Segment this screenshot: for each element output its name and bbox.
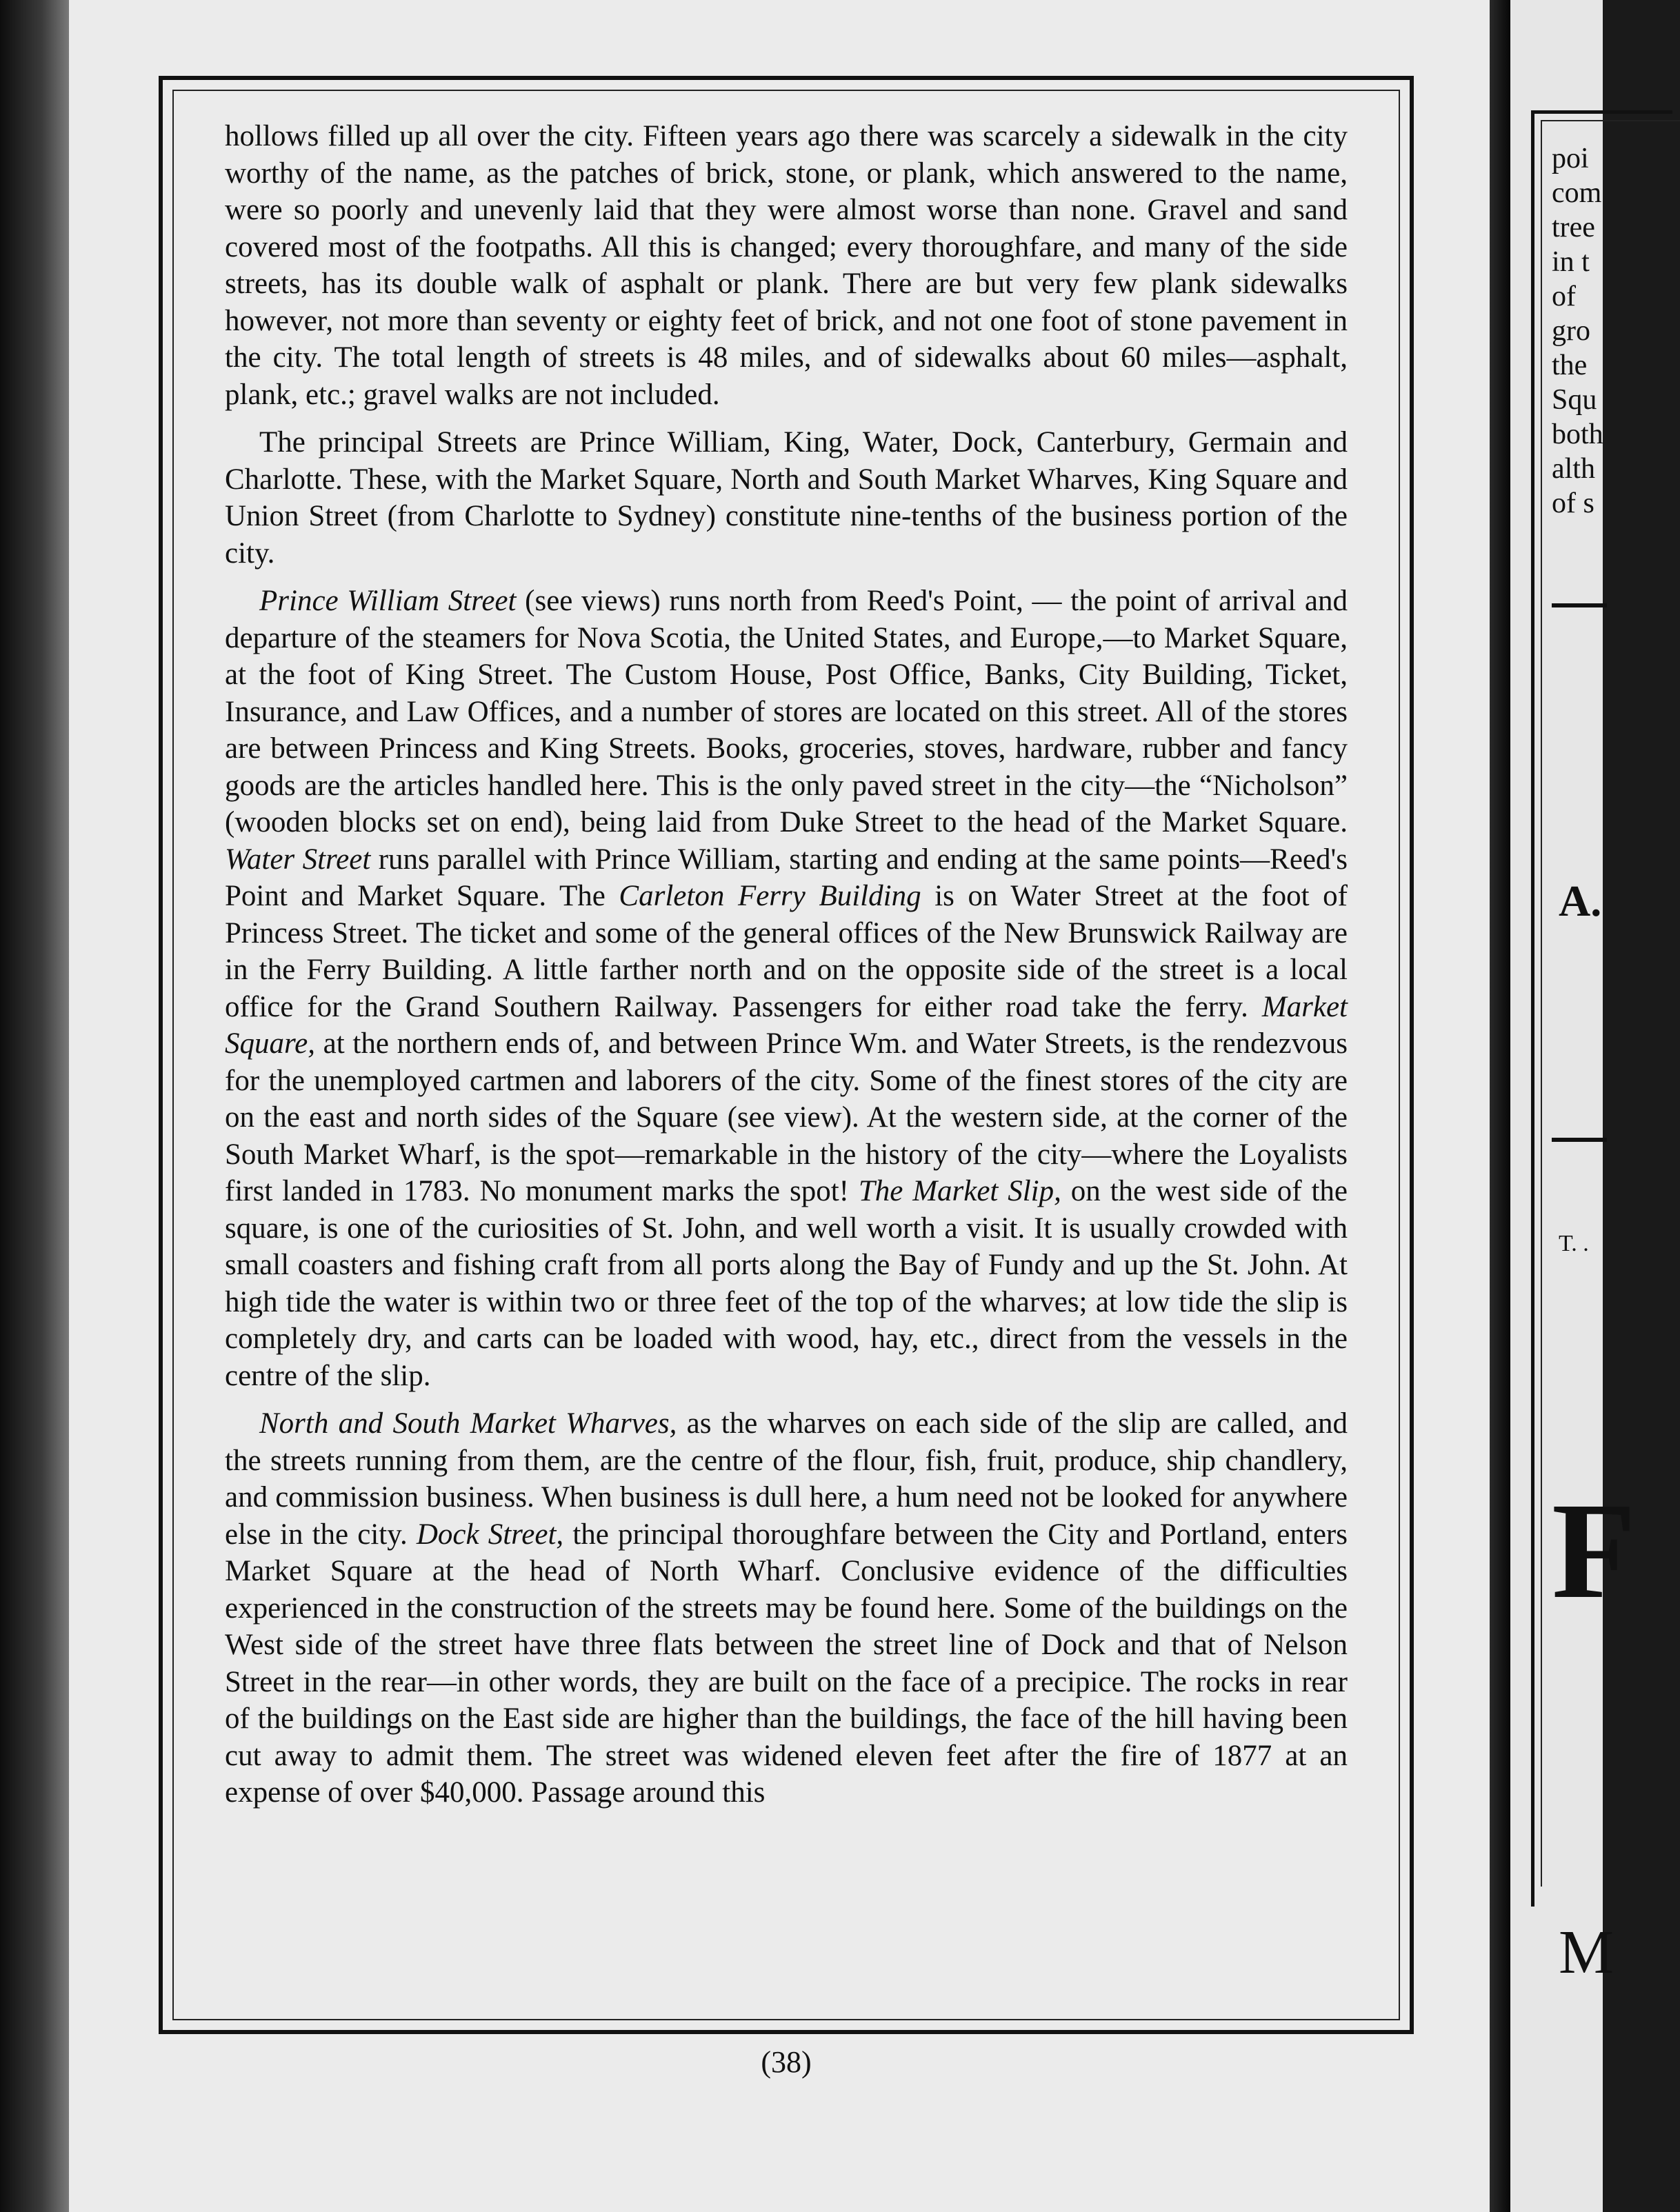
adjacent-page-fragment: of s [1552, 487, 1594, 519]
adjacent-page-fragment: in t [1552, 246, 1590, 278]
page-number: (38) [761, 2045, 812, 2079]
adjacent-page-letter-a: A. [1559, 876, 1602, 925]
adjacent-page-rule [1552, 603, 1607, 607]
page-border [159, 76, 1414, 2034]
italic-street-name: Market Square, [225, 990, 1348, 1060]
scan-left-edge [0, 0, 69, 2212]
paragraph [225, 1405, 1348, 1811]
text-run: (see views) runs north from Reed's Point, — the point of arrival and departure of the steamers for Nova Scotia, the United States, and Europe,—to Market Square, at the foot of King Street. The Custom House, Post Office, Banks, City Building, Ticket, Insurance, and Law Offices, and a number of stores are located on this street. All of the stores are between Princess and King Streets. Books, groceries, stoves, hardware, rubber and fancy goods are the articles handled here. This is the only paved street in the city—the “Nicholson” (wooden blocks set on end), being laid from Duke Street to the head of the Market Square. [225, 585, 1348, 838]
adjacent-page-fragment: com [1552, 177, 1602, 209]
adjacent-page-letter-f: F [1552, 1475, 1637, 1627]
adjacent-page-fragment: alth [1552, 453, 1595, 485]
text-run: hollows filled up all over the city. Fifteen years ago there was scarcely a sidewalk in the city worthy of the name, as the patches of brick, stone, or plank, which answered to the name, were so poorly and unevenly laid that they were almost worse than none. Gravel and sand covered most of the footpaths. All this is changed; every thoroughfare, and many of the side streets, has its double walk of asphalt or plank. There are but very few plank sidewalks however, not more than seventy or eighty feet of brick, and not one foot of stone pavement in the city. The total length of streets is 48 miles, and of sidewalks about 60 miles—asphalt, plank, etc.; gravel walks are not included. [225, 120, 1348, 411]
text-run: at the northern ends of, and between Prince Wm. and Water Streets, is the rendezvous for the unemployed cartmen and laborers of the city. Some of the finest stores of the city are on the east and north sides of the Square (see view). At the western side, at the corner of the South Market Wharf, is the spot—remarkable in the history of the city—where the Loyalists first landed in 1783. No monument marks the spot! [225, 1027, 1348, 1207]
adjacent-page-letter-t: T. . [1559, 1231, 1589, 1256]
paragraph [225, 424, 1348, 572]
text-run: runs parallel with Prince William, starting and ending at the same points—Reed's Point and Market Square. The [225, 843, 1348, 912]
text-run: on the west side of the square, is one of the curiosities of St. John, and well worth a visit. It is usually crowded with small coasters and fishing craft from all ports along the Bay of Fundy and up the St. John. At high tide the water is within two or three feet of the top of the wharves; at low tide the slip is completely dry, and carts can be loaded with wood, hay, etc., direct from the vessels in the centre of the slip. [225, 1175, 1348, 1392]
adjacent-page-fragment: poi [1552, 143, 1589, 174]
adjacent-page-fragment: the [1552, 350, 1588, 381]
adjacent-page-text [1552, 141, 1603, 521]
adjacent-page [1510, 0, 1637, 2212]
paragraph [225, 118, 1348, 413]
adjacent-page-rule [1552, 1138, 1607, 1142]
adjacent-page-fragment: of [1552, 281, 1576, 312]
italic-street-name: Carleton Ferry Building [619, 880, 921, 912]
body-text [225, 118, 1348, 1822]
adjacent-page-fragment: both [1552, 419, 1603, 450]
italic-street-name: The Market Slip, [858, 1175, 1061, 1207]
adjacent-page-fragment: tree [1552, 212, 1595, 243]
text-run: The principal Streets are Prince William, King, Water, Dock, Canterbury, Germain and Charlotte. These, with the Market Square, North and South Market Wharves, King Square and Union Street (from Charlotte to Sydney) constitute nine-tenths of the business portion of the city. [225, 426, 1348, 570]
adjacent-page-fragment: gro [1552, 315, 1590, 347]
paragraph [225, 583, 1348, 1394]
text-run: is on Water Street at the foot of Princess Street. The ticket and some of the general offices of the New Brunswick Railway are in the Ferry Building. A little farther north and on the opposite side of the street is a local office for the Grand Southern Railway. Passengers for either road take the ferry. [225, 880, 1348, 1023]
italic-street-name: Prince William Street [259, 585, 517, 617]
italic-street-name: Water Street [225, 843, 371, 876]
text-run: the principal thoroughfare between the City and Portland, enters Market Square at the head of North Wharf. Conclusive evidence of the difficulties experienced in the construction of the streets may be found here. Some of the buildings on the West side of the street have three flats between the street line of Dock and that of Nelson Street in the rear—in other words, they are built on the face of a precipice. The rocks in rear of the buildings on the East side are higher than the buildings, the face of the hill having been cut away to admit them. The street was widened eleven feet after the fire of 1877 at an expense of over $40,000. Passage around this [225, 1518, 1348, 1809]
adjacent-page-fragment: Squ [1552, 384, 1597, 416]
book-gutter [1490, 0, 1510, 2212]
adjacent-page-letter-m: M [1559, 1918, 1614, 1987]
italic-street-name: Dock Street, [416, 1518, 564, 1551]
text-run: as the wharves on each side of the slip are called, and the streets running from them, are the centre of the flour, fish, fruit, produce, ship chandlery, and commission business. When business is dull here, a hum need not be looked for anywhere else in the city. [225, 1407, 1348, 1551]
italic-street-name: North and South Market Wharves, [259, 1407, 677, 1440]
